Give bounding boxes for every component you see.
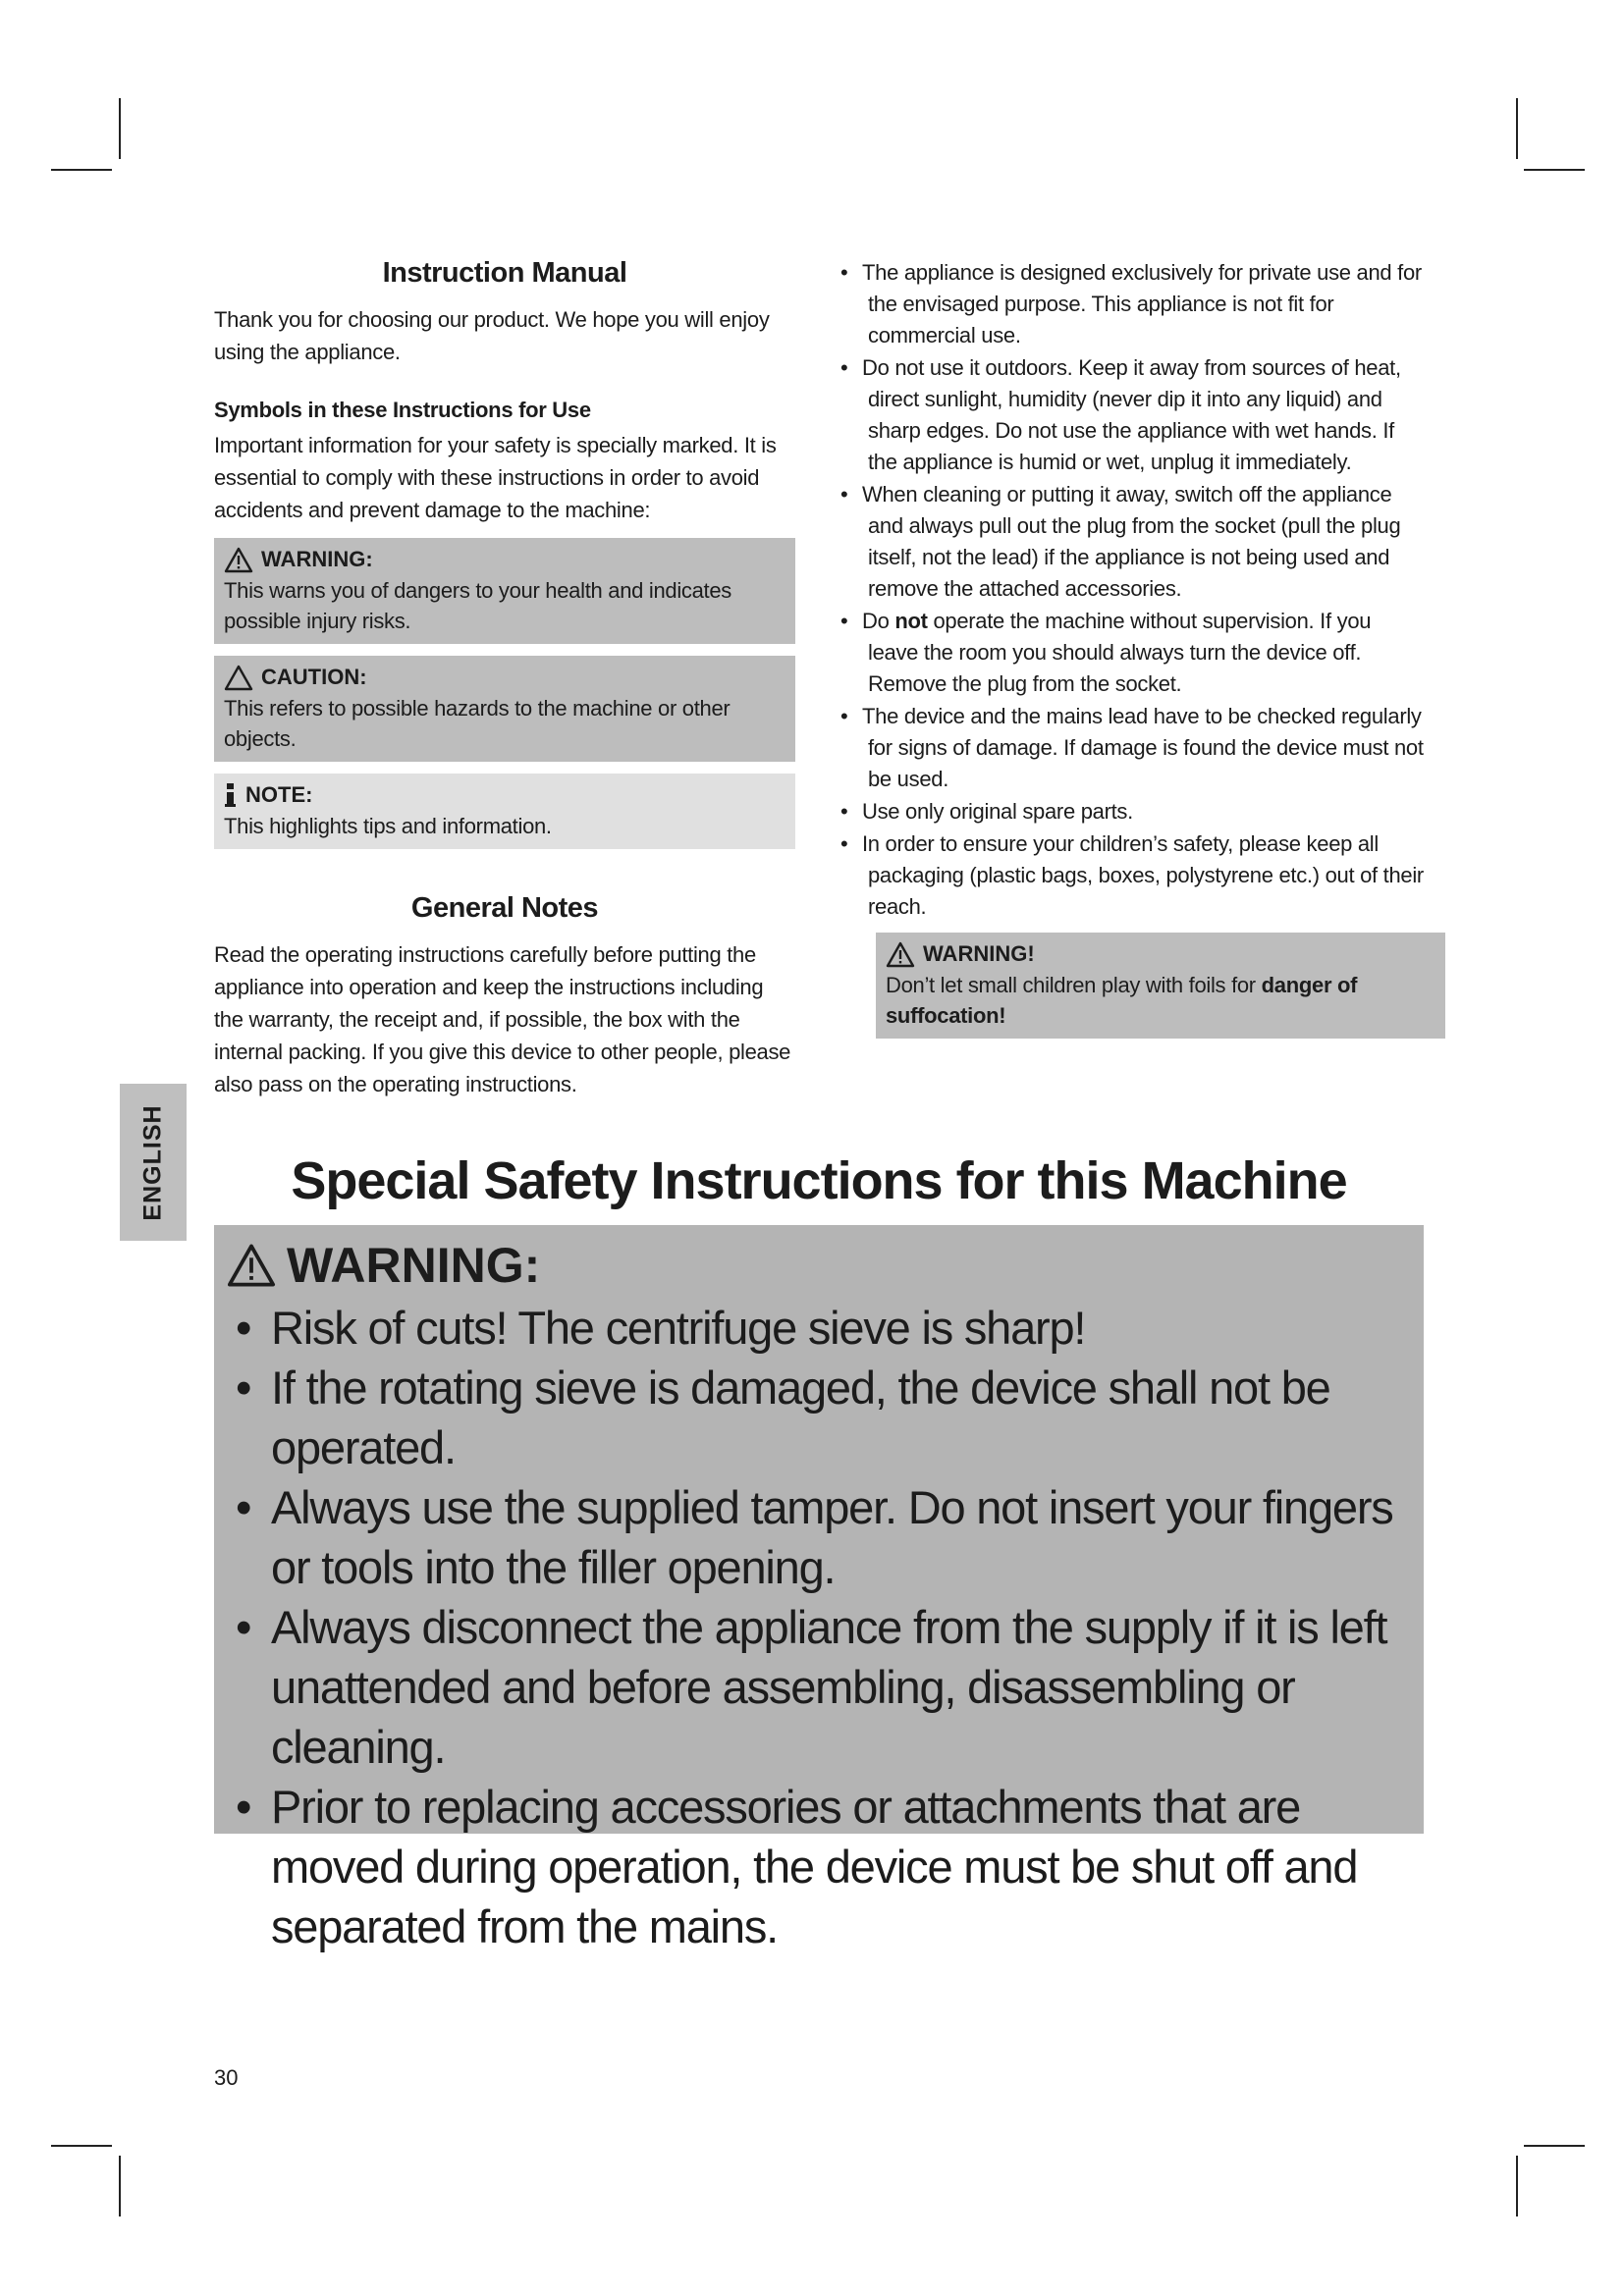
symbols-heading: Symbols in these Instructions for Use [214,398,591,422]
list-item: • Always use the supplied tamper. Do not insert your fingers or tools into the filler opening. [236,1481,1393,1593]
caution-text: This refers to possible hazards to the machine or other objects. [224,696,731,751]
list-item: • If the rotating sieve is damaged, the device shall not be operated. [236,1362,1330,1473]
special-warning-box [214,1225,1424,1952]
intro-text: Thank you for choosing our product. We hope you will enjoy using the appliance. [214,307,770,364]
caution-notice [214,656,795,762]
right-column [835,257,1424,1039]
warning-label: WARNING: [261,547,373,571]
page-number: 30 [214,2065,239,2090]
info-icon [224,780,238,810]
warning-triangle-icon [886,941,915,968]
children-warning-text: Don’t let small children play with foils for danger of suffocation! [886,973,1358,1028]
safety-bullet-list [835,257,1424,923]
list-item: • The appliance is designed exclusively for private use and for the envisaged purpose. This appliance is not fit for commercial use. [840,260,1422,347]
warning-notice [214,538,795,644]
list-item: • Prior to replacing accessories or attachments that are moved during operation, the device must be shut off and separated from the mains. [236,1781,1358,1952]
left-column [214,257,795,1100]
special-warning-list [226,1298,1410,1956]
crop-mark [1524,2145,1585,2147]
warning-triangle-icon [224,547,253,573]
crop-mark [119,98,121,159]
general-notes-text: Read the operating instructions carefully before putting the appliance into operation and keep the instructions including the warranty, the receipt and, if possible, the box with the internal packing. If you give this device to other people, please also pass on the operating instructions. [214,942,791,1096]
crop-mark [1524,169,1585,171]
list-item: • When cleaning or putting it away, switch off the appliance and always pull out the plug from the socket (pull the plug itself, not the lead) if the appliance is not being used and remove the attached accessories. [840,482,1401,601]
instruction-manual-title: Instruction Manual [382,257,627,289]
crop-mark [1516,98,1518,159]
list-item: • The device and the mains lead have to be checked regularly for signs of damage. If damage is found the device must not be used. [840,704,1424,791]
warning-text: This warns you of dangers to your health and indicates possible injury risks. [224,578,731,633]
list-item: • Use only original spare parts. [840,799,1133,824]
list-item: • Do not use it outdoors. Keep it away from sources of heat, direct sunlight, humidity (never dip it into any liquid) and sharp edges. Do not use the appliance with wet hands. If the appliance is humid or wet, unplug it immediately. [840,355,1401,474]
warning-label: WARNING! [923,941,1035,966]
language-tab-label: ENGLISH [138,1103,167,1221]
warning-triangle-icon [226,1243,277,1288]
note-notice [214,774,795,849]
caution-label: CAUTION: [261,665,367,689]
list-item: • Always disconnect the appliance from the supply if it is left unattended and before assembling, disassembling or cleaning. [236,1601,1387,1773]
list-item: • Risk of cuts! The centrifuge sieve is sharp! [236,1302,1086,1354]
note-text: This highlights tips and information. [224,814,552,838]
crop-mark [51,2145,112,2147]
symbols-text: Important information for your safety is specially marked. It is essential to comply with these instructions in order to avoid accidents and prevent damage to the machine: [214,433,777,522]
special-warning-label: WARNING: [287,1238,541,1293]
crop-mark [1516,2156,1518,2216]
special-safety-title: Special Safety Instructions for this Machine [291,1151,1347,1210]
general-notes-title: General Notes [410,892,599,924]
crop-mark [51,169,112,171]
crop-mark [119,2156,121,2216]
list-item: • In order to ensure your children’s safety, please keep all packaging (plastic bags, boxes, polystyrene etc.) out of their reach. [840,831,1424,919]
note-label: NOTE: [245,782,313,807]
list-item: • Do not operate the machine without supervision. If you leave the room you should always turn the device off. Remove the plug from the socket. [840,609,1372,696]
caution-triangle-icon [224,665,253,691]
language-tab [120,1084,187,1241]
children-warning-notice [876,933,1445,1039]
